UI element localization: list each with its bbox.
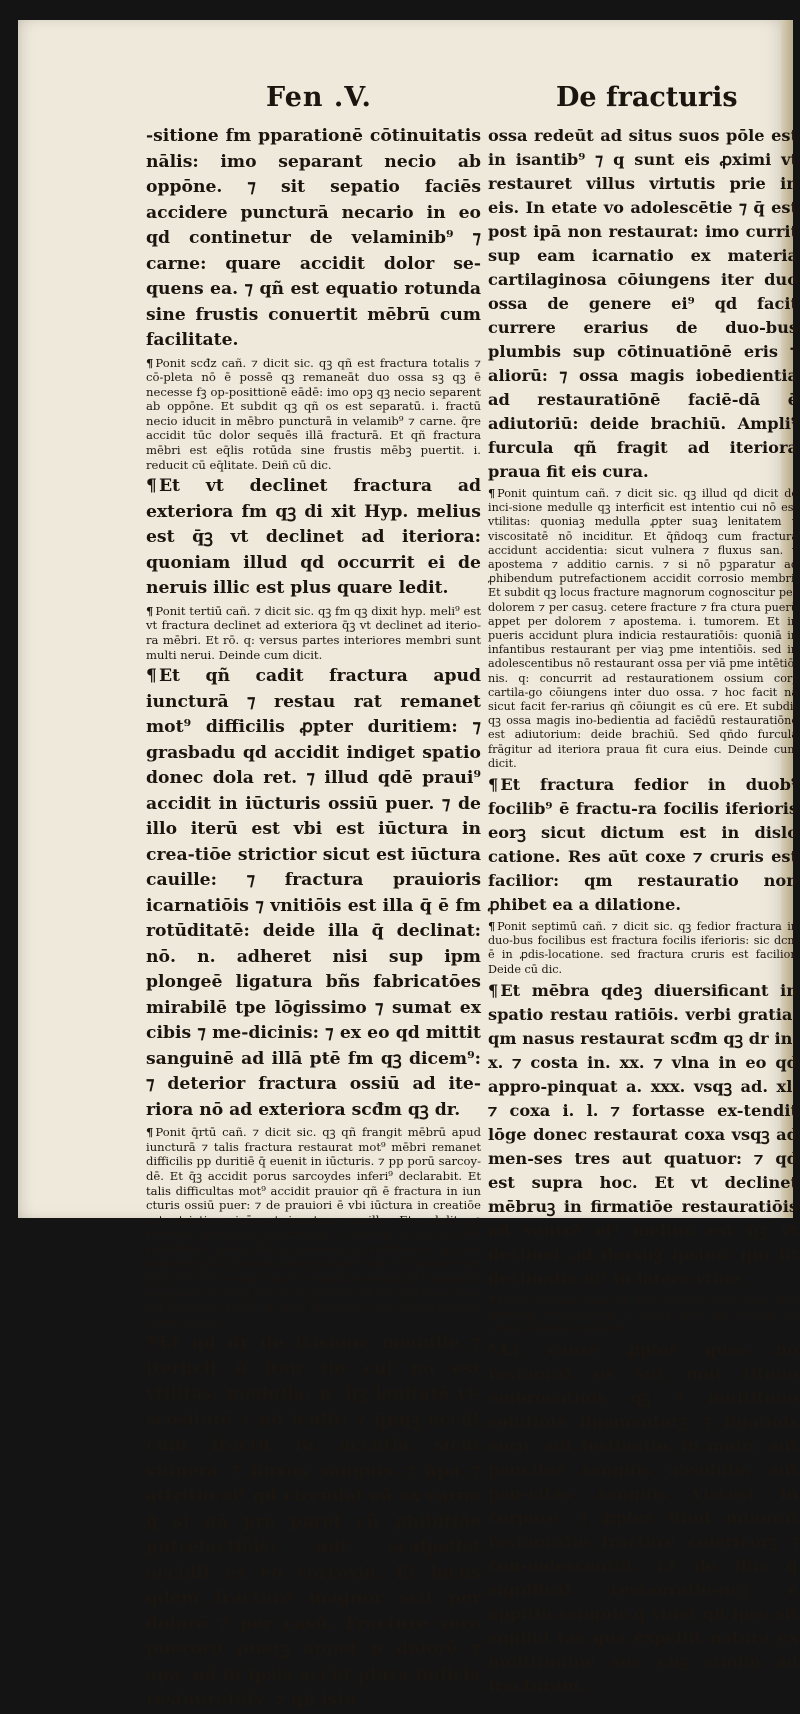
paragraph-text: Et qd dr de icisione medulle ⁊ iterficit ē iten tio cui nō est vtilitas: medulla. n. hꝫ lenitatē vi-scositatē ⁊ nō icidit: ⁊ q̄ñqꝫ accñt cum fractu ra accñtia sicut vulnera ⁊ fluxus sanguis ⁊ apa ⁊ attritio ei⁹ qd circūdat eā ex carne q̄ si nō pre paret cū ꝓhibitiōe putrefactiōis: aut scalpellet accidit ex eo corrosio. Et locus qdem fracture magnor scit per dolorē ⁊ per casū. Fracture vero puerorū puerꝫ appet p dolorē ⁊ apa. nā in ipsis accñt plura indicia restauratōis. ⁊ qñ ista bbox=[146, 1333, 481, 1711]
paragraph-text: Ponit quintum cañ. ⁊ dicit sic. qꝫ illud qd dicit de inci-sione medulle qꝫ interficit est intentio cui nō est vtilitas: quoniaꝫ medulla ꝓpter suaꝫ lenitatem ⁊ viscositatē nō inciditur. Et q̄ñdoqꝫ cum fractura accidunt accidentia: sicut vulnera ⁊ fluxus san. ⁊ apostema ⁊ additio carnis. ⁊ si nō pꝫparatur ad ꝓhibendum putrefactionem accidit corrosio membri. Et subdit qꝫ locus fracture magnorum cognoscitur per dolorem ⁊ per casuꝫ. cetere fracture ⁊ fra ctura puerū appet per dolorem ⁊ apostema. i. tumorem. Et in pueris accidunt plura indicia restauratiōis: quoniā in infantibus restaurant per viaꝫ pme intentiōis. sed in adolescentibus nō restaurant ossa per viā pme intētiō-nis. q: concurrit ad restaurationem ossium corꝫ cartila-go cōiungens inter duo ossa. ⁊ hoc facit nā sicut facit fer-rarius qñ cōiungit es cū ere. Et subdit qꝫ ossa magis ino-bedientia ad faciēdū restauratiōnē est adiutorium: deide brachiū. Sed qñdo furcula frāgitur ad iteriora praua fit cura eius. Deinde cum dicit. bbox=[488, 487, 798, 770]
pilcrow-icon: ¶ bbox=[488, 486, 496, 500]
pilcrow-icon: ¶ bbox=[488, 1340, 499, 1360]
pilcrow-icon: ¶ bbox=[488, 1292, 496, 1307]
commentary-paragraph bbox=[488, 1293, 798, 1337]
running-head-left: Fen .V. bbox=[266, 82, 372, 113]
paragraph-text: ossa redeūt ad situs suos pōle est in isantib⁹ ⁊ q sunt eis ꝓximi vt restauret villus virtutis prie in eis. In etate vo adolescētie ⁊ q̄ est post ipā non restaurat: imo currit sup eam icarnatio ex materia cartilaginosa cōiungens iter duo ossa de genere ei⁹ qd facit currere erarius de duo-bus plumbis sup cōtinuatiōnē eris ⁊ aliorū: ⁊ ossa magis iobedientia ad restauratiōnē faciē-dā ē adiutoriū: deide brachiū. Ampli⁹ furcula qñ fragit ad iteriora praua fit eis cura. bbox=[488, 126, 798, 481]
right-text-column bbox=[488, 124, 798, 1696]
paragraph-text: Et fractura fedior in duob⁹ focilib⁹ ē fractu-ra focilis iferioris eorꝫ sicut dictum est in dislo catione. Res aūt coxe ⁊ cruris est facilior: qm restauratio non ꝓhibet ea a dilatione. bbox=[488, 775, 798, 915]
pilcrow-icon: ¶ bbox=[146, 666, 157, 687]
text-paragraph bbox=[146, 664, 481, 1123]
pilcrow-icon: ¶ bbox=[146, 603, 154, 618]
pilcrow-icon: ¶ bbox=[488, 980, 499, 1000]
running-head-right: De fracturis bbox=[556, 82, 738, 113]
pilcrow-icon: ¶ bbox=[146, 476, 157, 497]
paragraph-text: Ponit octauum cano. in quo ostendit scđm quot dies membra restaurantur. ⁊ quod dicit est notum ad litterā. Deinde cum dicit. bbox=[488, 1293, 798, 1336]
pilcrow-icon: ¶ bbox=[146, 1125, 154, 1140]
pilcrow-icon: ¶ bbox=[146, 1333, 157, 1354]
left-text-column bbox=[146, 124, 481, 1711]
pilcrow-icon: ¶ bbox=[488, 919, 496, 934]
paragraph-text: Ponit septimū cañ. ⁊ dicit sic. qꝫ fedior fractura in duo-bus focilibus est fractura focilis iferioris: sic dcm ē in ꝓdis-locatione. sed fractura cruris est facilior. Deide cū dic. bbox=[488, 920, 798, 976]
pilcrow-icon: ¶ bbox=[146, 355, 154, 370]
text-paragraph bbox=[146, 124, 481, 354]
paragraph-text: Ponit scđz cañ. ⁊ dicit sic. qꝫ qñ est fractura totalis ⁊ cō-pleta nō ē possē qꝫ remaneāt duo ossa sꝫ qꝫ ē necesse fꝫ op-posittionē eādē: imo opꝫ qꝫ necio separent ab oppōne. Et subdit qꝫ qñ os est separatū. i. fractū necio iducit in mēbro puncturā in velamib⁹ ⁊ carne. q̄re accidit tūc dolor sequēs illā fracturā. Et qñ fractura mēbri est eq̄lis rotūda sine frustis mēbꝫ puertit. i. reducit cū eq̄litate. Deiñ cū dic. bbox=[146, 355, 481, 472]
text-paragraph bbox=[146, 474, 481, 602]
paragraph-text: Et qñ cadit fractura apud iuncturā ⁊ restau rat remanet mot⁹ difficilis ꝓpter duritiem: ⁊ grasbadu qd accidit indiget spatio donec dola ret. ⁊ illud qdē praui⁹ accidit in iūcturis ossiū puer. ⁊ de illo iterū est vbi est iūctura in crea-tiōe strictior sicut est iūctura cauille: ⁊ fractura prauioris icarnatiōis ⁊ vnitiōis est illa q̄ ē fm rotūditatē: deide illa q̄ declinat: nō. n. adheret nisi sup ipm plongeē ligatura bñs fabricatōes mirabilē tpe lōgissimo ⁊ sumat ex cibis ⁊ me-dicinis: ⁊ ex eo qd mittit sanguinē ad illā ptē fm qꝫ dicem⁹: ⁊ deterior fractura ossiū ad ite-riora nō ad exteriora scđm qꝫ dr. bbox=[146, 666, 481, 1120]
book-page bbox=[18, 20, 798, 1711]
paragraph-text: Ponit tertiū cañ. ⁊ dicit sic. qꝫ fm qꝫ dixit hyp. meli⁹ est vt fractura declinet ad exteriora q̄ꝫ vt declinet ad iterio-ra mēbri. Et rō. q: versus partes interiores membri sunt multi nerui. Deinde cum dicit. bbox=[146, 603, 481, 662]
text-paragraph bbox=[488, 124, 798, 484]
commentary-paragraph bbox=[488, 486, 798, 771]
running-head bbox=[18, 82, 793, 122]
commentary-paragraph bbox=[146, 1125, 481, 1329]
paragraph-text: -sitione fm pparationē cōtinuitatis nālis: imo separant necio ab oppōne. ⁊ sit sepatio faciēs accidere puncturā necario in eo qd continetur de velaminib⁹ ⁊ carne: quare accidit dolor se-quens ea. ⁊ qñ est equatio rotunda sine frustis conuertit mēbrū cum facilitate. bbox=[146, 126, 481, 350]
paragraph-text: Et vt declinet fractura ad exteriora fm qꝫ di xit Hyp. melius est q̄ꝫ vt declinet ad iteriora: quoniam illud qd occurrit ei de neruis illic est plus quare ledit. bbox=[146, 476, 481, 599]
text-paragraph bbox=[146, 1331, 481, 1714]
text-paragraph bbox=[488, 1338, 798, 1698]
paragraph-text: Et mēbra qdeꝫ diuersificant in spatio restau ratiōis. verbi gratia. qm nasus restaurat scđm qꝫ dr in. x. ⁊ costa in. xx. ⁊ vlna in eo qd appro-pinquat a. xxx. vsqꝫ ad. xl. ⁊ coxa i. l. ⁊ fortasse ex-tendit lōge donec restaurat coxa vsqꝫ ad men-ses tres aut quatuor: ⁊ qd est supra hoc. Et vt declinet mēbruꝫ in firmatiōe restauratiōis ad ventrē ei⁹ melius est q̄ꝫ vt declinet ad dorsuꝫ ipsius: qm fit declinatio ei⁹ in latere vtine. bbox=[488, 980, 798, 1288]
pilcrow-icon: ¶ bbox=[488, 775, 499, 795]
commentary-paragraph bbox=[488, 919, 798, 977]
commentary-paragraph bbox=[146, 356, 481, 473]
commentary-paragraph bbox=[146, 604, 481, 662]
text-paragraph bbox=[488, 979, 798, 1291]
paragraph-text: Et cause ꝓpter quas nō restaurat os sūt mul titudo embrocatiōis qꝫ ⁊ multitudo solutiōis ligamentorꝫ ⁊ ligatiōis eorū: aut festinatio. in motu: aut paucitas sanguis absolute: aut pau-citas sanguis viscosi in corpore: ⁊ ꝓpter illud minorat restauratio fracture colericorꝫ ⁊ con-ualescentiū. Et de illis q̄ significāt restauratio-neꝫ ē appitio sanguis q̄ videt qñ ipse sit supflui tas quā expellit natura ex multitudine sua cuꝫ studio ad fracturam. bbox=[488, 1340, 798, 1696]
paragraph-text: Ponit q̄rtū cañ. ⁊ dicit sic. qꝫ qñ frangit mēbrū apud iuncturā ⁊ talis fractura restaurat mot⁹ mēbri remanet difficilis pp duritiē q̄ euenit in iūcturis. ⁊ pp porū sarcoy-dē. Et q̄ꝫ accidit porus sarcoydes inferi⁹ declarabit. Et talis difficultas mot⁹ accidit prauior qñ ē fractura in iun cturis ossiū puer: ⁊ de prauiori ē vbi iūctura in creatiōe est strictior sicē est iunctura cauille. Et subdit qꝫ fractura prauioris incarnatiōis ⁊ vnitiōis ē illa q̄ ē fm rotūditatē: deide illa qꝫ declinat ad rotūditatē: qñ non adheret talis fractura nisi prolōgeē sup ea ligatura tpe lōgo. Et nisi su-mat cibos ⁊ medicias necias q̄ trāsmittūt sanguinē ad il-laꝫ ptē fm qꝫ dixim⁹. Et illa fractura ossiū est deterior q̄ est ad ptes iteriores ⁊ nō ad exteriores. Deide cū dic. bbox=[146, 1125, 481, 1329]
text-paragraph bbox=[488, 773, 798, 917]
